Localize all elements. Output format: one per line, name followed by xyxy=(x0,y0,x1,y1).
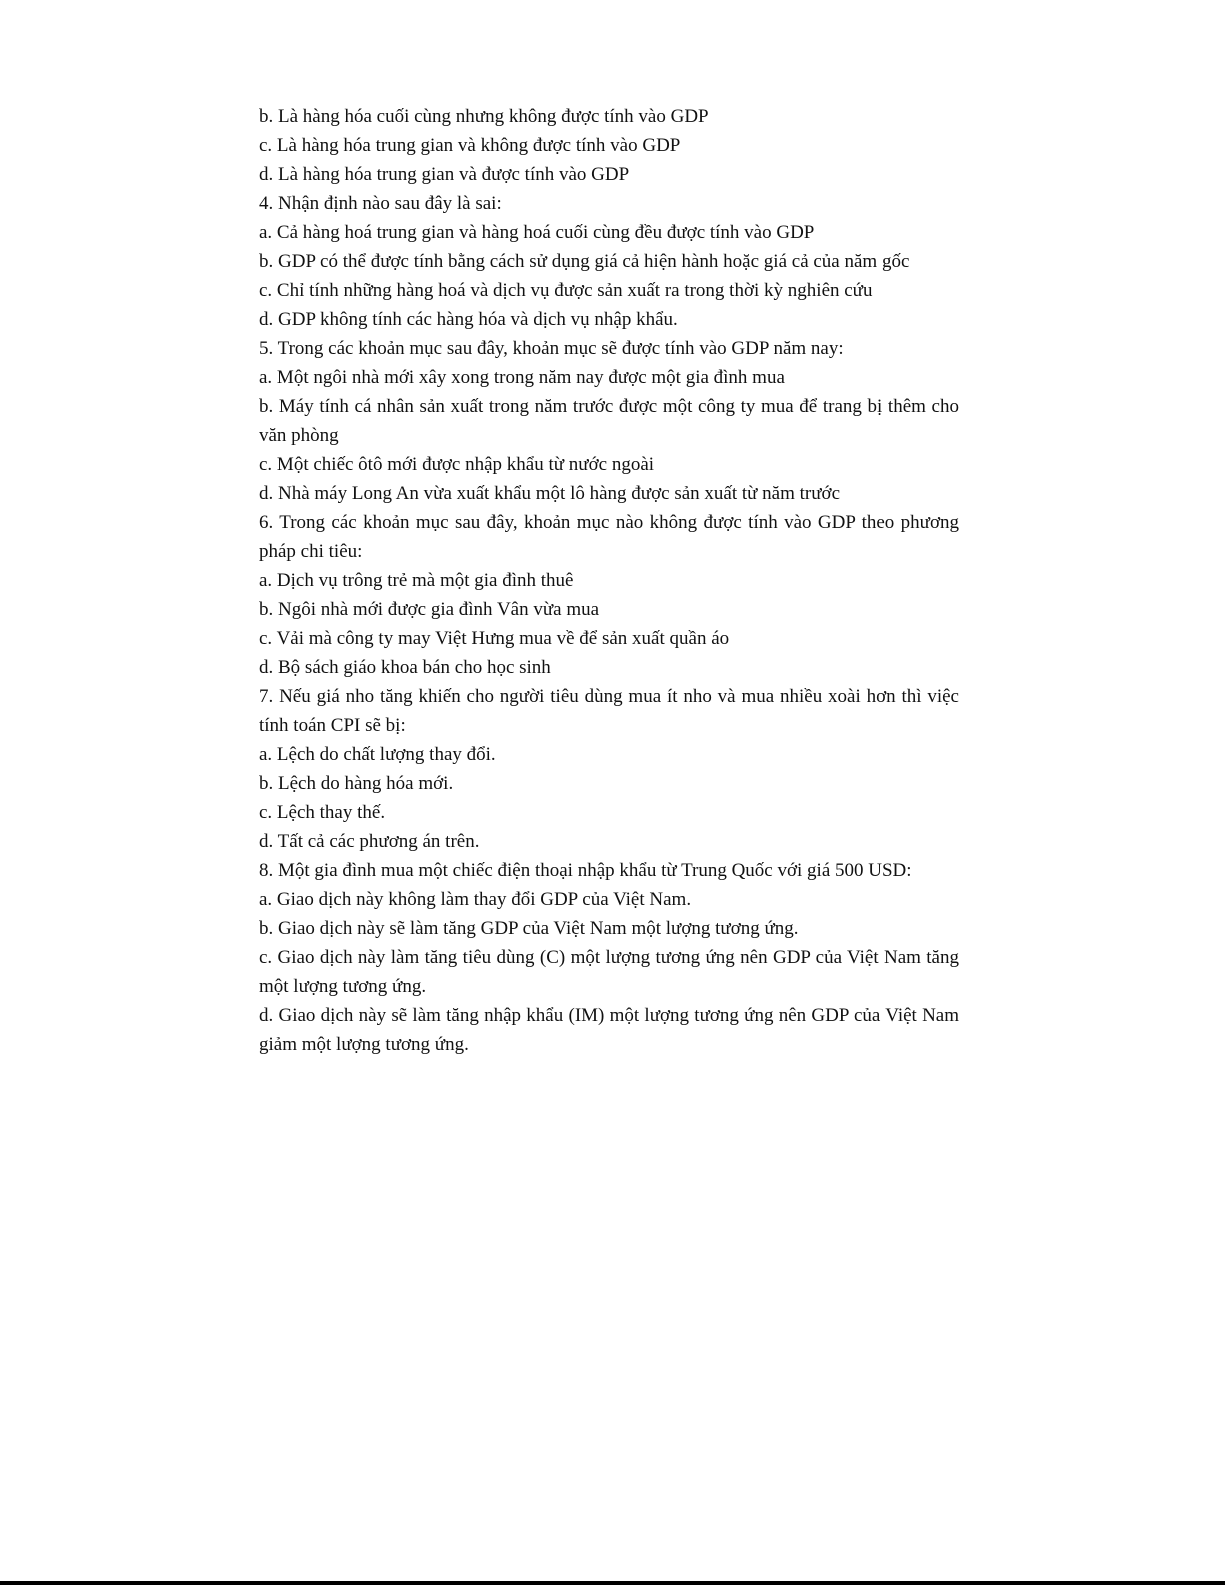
answer-line: a. Dịch vụ trông trẻ mà một gia đình thuê xyxy=(259,570,574,591)
answer-line: d. Bộ sách giáo khoa bán cho học sinh xyxy=(259,657,551,678)
answer-line: b. GDP có thể được tính bằng cách sử dụng giá cả hiện hành hoặc giá cả của năm gốc xyxy=(259,251,910,272)
answer-line: d. GDP không tính các hàng hóa và dịch vụ nhập khẩu. xyxy=(259,309,678,330)
question-paragraph: 6. Trong các khoản mục sau đây, khoản mục nào không được tính vào GDP theo phương pháp chi tiêu: xyxy=(259,512,959,562)
answer-line: d. Nhà máy Long An vừa xuất khẩu một lô hàng được sản xuất từ năm trước xyxy=(259,483,841,504)
answer-line: c. Một chiếc ôtô mới được nhập khẩu từ nước ngoài xyxy=(259,454,655,475)
answer-line: c. Chỉ tính những hàng hoá và dịch vụ được sản xuất ra trong thời kỳ nghiên cứu xyxy=(259,280,873,301)
document-content xyxy=(259,102,959,1059)
answer-paragraph: b. Máy tính cá nhân sản xuất trong năm trước được một công ty mua để trang bị thêm cho văn phòng xyxy=(259,396,959,446)
answer-line: c. Lệch thay thế. xyxy=(259,802,386,823)
answer-line: c. Là hàng hóa trung gian và không được tính vào GDP xyxy=(259,135,681,156)
answer-line: b. Lệch do hàng hóa mới. xyxy=(259,773,454,794)
answer-line: b. Là hàng hóa cuối cùng nhưng không được tính vào GDP xyxy=(259,106,709,127)
answer-line: a. Lệch do chất lượng thay đổi. xyxy=(259,744,496,765)
answer-line: b. Giao dịch này sẽ làm tăng GDP của Việt Nam một lượng tương ứng. xyxy=(259,918,799,939)
answer-line: c. Vải mà công ty may Việt Hưng mua về để sản xuất quần áo xyxy=(259,628,730,649)
answer-line: a. Một ngôi nhà mới xây xong trong năm nay được một gia đình mua xyxy=(259,367,785,388)
question-line: 5. Trong các khoản mục sau đây, khoản mục sẽ được tính vào GDP năm nay: xyxy=(259,338,844,359)
answer-paragraph: c. Giao dịch này làm tăng tiêu dùng (C) một lượng tương ứng nên GDP của Việt Nam tăng một lượng tương ứng. xyxy=(259,947,959,997)
answer-line: d. Tất cả các phương án trên. xyxy=(259,831,480,852)
question-line: 8. Một gia đình mua một chiếc điện thoại nhập khẩu từ Trung Quốc với giá 500 USD: xyxy=(259,860,912,881)
question-line: 4. Nhận định nào sau đây là sai: xyxy=(259,193,502,214)
answer-line: b. Ngôi nhà mới được gia đình Vân vừa mua xyxy=(259,599,600,620)
answer-line: a. Giao dịch này không làm thay đổi GDP của Việt Nam. xyxy=(259,889,692,910)
page-bottom-border xyxy=(0,1581,1225,1585)
question-paragraph: 7. Nếu giá nho tăng khiến cho người tiêu dùng mua ít nho và mua nhiều xoài hơn thì việc tính toán CPI sẽ bị: xyxy=(259,686,959,736)
answer-line: d. Là hàng hóa trung gian và được tính vào GDP xyxy=(259,164,630,185)
answer-paragraph: d. Giao dịch này sẽ làm tăng nhập khẩu (IM) một lượng tương ứng nên GDP của Việt Nam giảm một lượng tương ứng. xyxy=(259,1005,959,1055)
answer-line: a. Cả hàng hoá trung gian và hàng hoá cuối cùng đều được tính vào GDP xyxy=(259,222,815,243)
